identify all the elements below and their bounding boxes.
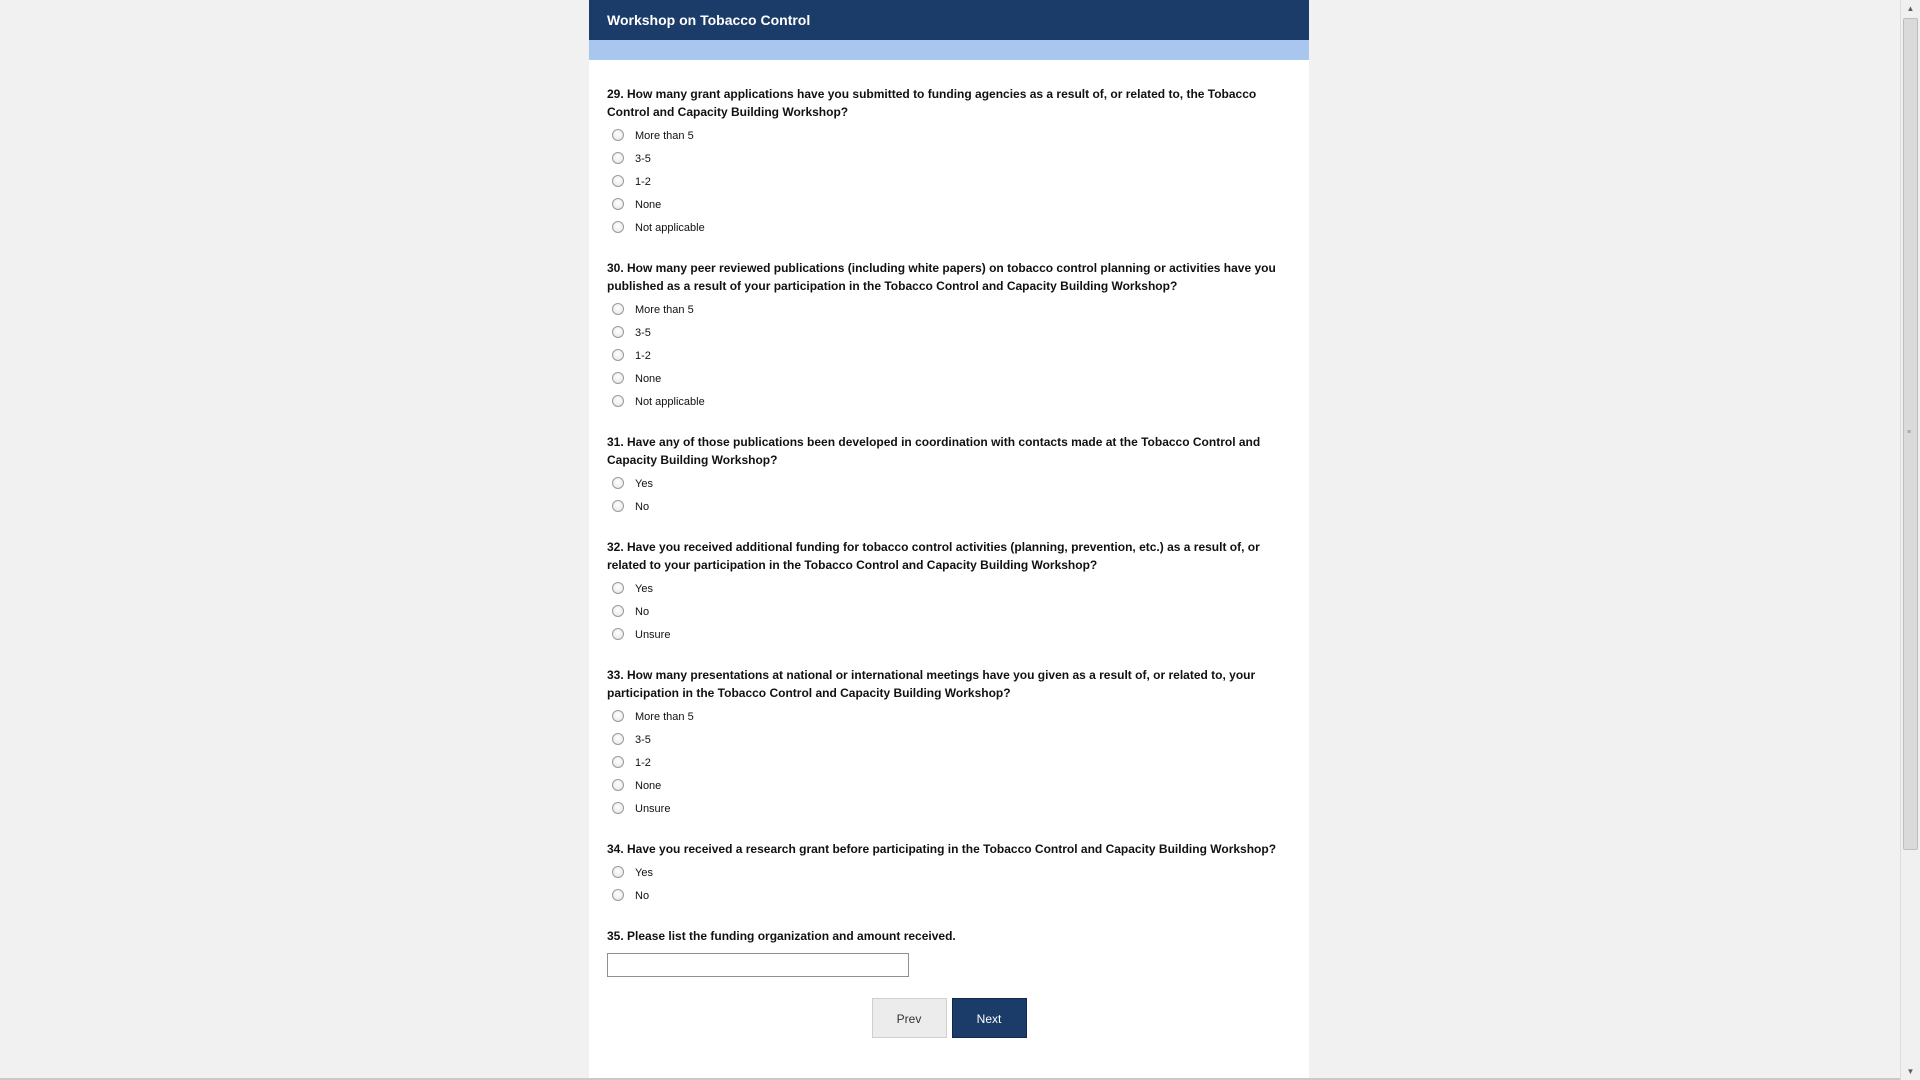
radio-button[interactable] <box>612 710 624 722</box>
radio-button[interactable] <box>612 605 624 617</box>
prev-button[interactable]: Prev <box>872 998 947 1038</box>
radio-option[interactable] <box>607 367 1291 390</box>
radio-option[interactable] <box>607 577 1291 600</box>
radio-option-label[interactable]: More than 5 <box>635 303 694 316</box>
radio-option-label[interactable]: 1-2 <box>635 175 651 188</box>
radio-button[interactable] <box>612 733 624 745</box>
radio-option[interactable] <box>607 600 1291 623</box>
radio-option[interactable] <box>607 728 1291 751</box>
radio-option[interactable] <box>607 216 1291 239</box>
radio-button[interactable] <box>612 802 624 814</box>
question-30 <box>607 259 1291 413</box>
radio-button[interactable] <box>612 129 624 141</box>
radio-option[interactable] <box>607 147 1291 170</box>
radio-option[interactable] <box>607 124 1291 147</box>
radio-option[interactable] <box>607 344 1291 367</box>
radio-option[interactable] <box>607 193 1291 216</box>
radio-button[interactable] <box>612 326 624 338</box>
question-33 <box>607 666 1291 820</box>
radio-button[interactable] <box>612 152 624 164</box>
question-35 <box>607 927 1291 977</box>
radio-questions <box>607 85 1291 907</box>
question-31 <box>607 433 1291 518</box>
question-text: 30. How many peer reviewed publications (including white papers) on tobacco control planning or activities have you published as a result of your participation in the Tobacco Control and Capacity Building Workshop? <box>607 261 1276 293</box>
radio-option-label[interactable]: 3-5 <box>635 733 651 746</box>
radio-option[interactable] <box>607 884 1291 907</box>
radio-option-label[interactable]: None <box>635 198 662 211</box>
question-text: 35. Please list the funding organization and amount received. <box>607 929 956 943</box>
header-accent-bar <box>589 40 1309 60</box>
radio-option-label[interactable]: Yes <box>635 582 653 595</box>
radio-option-label[interactable]: More than 5 <box>635 129 694 142</box>
radio-option[interactable] <box>607 472 1291 495</box>
scroll-down-arrow-icon[interactable]: ▼ <box>1906 1067 1915 1076</box>
question-text: 29. How many grant applications have you submitted to funding agencies as a result of, or related to, the Tobacco Control and Capacity Building Workshop? <box>607 87 1257 119</box>
radio-option-label[interactable]: Yes <box>635 866 653 879</box>
radio-option-label[interactable]: 1-2 <box>635 756 651 769</box>
radio-option-label[interactable]: Not applicable <box>635 395 705 408</box>
question-34 <box>607 840 1291 907</box>
radio-option-label[interactable]: Unsure <box>635 802 671 815</box>
radio-option[interactable] <box>607 321 1291 344</box>
radio-option-label[interactable]: More than 5 <box>635 710 694 723</box>
radio-button[interactable] <box>612 866 624 878</box>
question-text: 31. Have any of those publications been developed in coordination with contacts made at the Tobacco Control and Capacity Building Workshop? <box>607 435 1261 467</box>
radio-option-label[interactable]: Unsure <box>635 628 671 641</box>
radio-option[interactable] <box>607 797 1291 820</box>
question-29 <box>607 85 1291 239</box>
radio-option[interactable] <box>607 774 1291 797</box>
radio-option-label[interactable]: No <box>635 500 650 513</box>
question-text: 32. Have you received additional funding for tobacco control activities (planning, prevention, etc.) as a result of, or related to your participation in the Tobacco Control and Capacity Building Workshop? <box>607 540 1260 572</box>
radio-button[interactable] <box>612 198 624 210</box>
radio-option[interactable] <box>607 861 1291 884</box>
radio-button[interactable] <box>612 175 624 187</box>
scroll-thumb[interactable] <box>1903 18 1918 850</box>
radio-button[interactable] <box>612 372 624 384</box>
radio-option[interactable] <box>607 751 1291 774</box>
radio-button[interactable] <box>612 303 624 315</box>
radio-option[interactable] <box>607 390 1291 413</box>
radio-option-label[interactable]: No <box>635 605 650 618</box>
radio-button[interactable] <box>612 477 624 489</box>
radio-option-label[interactable]: Not applicable <box>635 221 705 234</box>
radio-button[interactable] <box>612 221 624 233</box>
radio-button[interactable] <box>612 756 624 768</box>
question-32 <box>607 538 1291 646</box>
radio-option-label[interactable]: None <box>635 779 662 792</box>
radio-button[interactable] <box>612 628 624 640</box>
radio-option-label[interactable]: None <box>635 372 662 385</box>
navigation-bar <box>607 998 1291 1038</box>
radio-option[interactable] <box>607 623 1291 646</box>
survey-title: Workshop on Tobacco Control <box>607 12 811 28</box>
radio-button[interactable] <box>612 349 624 361</box>
radio-button[interactable] <box>612 582 624 594</box>
question-text: 33. How many presentations at national or international meetings have you given as a result of, or related to, your participation in the Tobacco Control and Capacity Building Workshop? <box>607 668 1256 700</box>
radio-option[interactable] <box>607 298 1291 321</box>
survey-panel <box>589 0 1309 1080</box>
radio-option[interactable] <box>607 705 1291 728</box>
question-text: 34. Have you received a research grant before participating in the Tobacco Control and Capacity Building Workshop? <box>607 842 1277 856</box>
question-list <box>589 60 1309 1038</box>
radio-option[interactable] <box>607 170 1291 193</box>
next-button[interactable]: Next <box>952 998 1027 1038</box>
funding-organization-input[interactable] <box>607 953 909 977</box>
survey-header <box>589 0 1309 40</box>
radio-option[interactable] <box>607 495 1291 518</box>
radio-option-label[interactable]: 3-5 <box>635 326 651 339</box>
radio-option-label[interactable]: No <box>635 889 650 902</box>
radio-option-label[interactable]: 3-5 <box>635 152 651 165</box>
scroll-up-arrow-icon[interactable]: ▲ <box>1906 4 1915 13</box>
radio-button[interactable] <box>612 779 624 791</box>
grip-icon: ≡ <box>1907 429 1912 436</box>
radio-button[interactable] <box>612 395 624 407</box>
radio-button[interactable] <box>612 889 624 901</box>
radio-option-label[interactable]: Yes <box>635 477 653 490</box>
radio-option-label[interactable]: 1-2 <box>635 349 651 362</box>
radio-button[interactable] <box>612 500 624 512</box>
vertical-scrollbar[interactable] <box>1900 0 1920 1080</box>
